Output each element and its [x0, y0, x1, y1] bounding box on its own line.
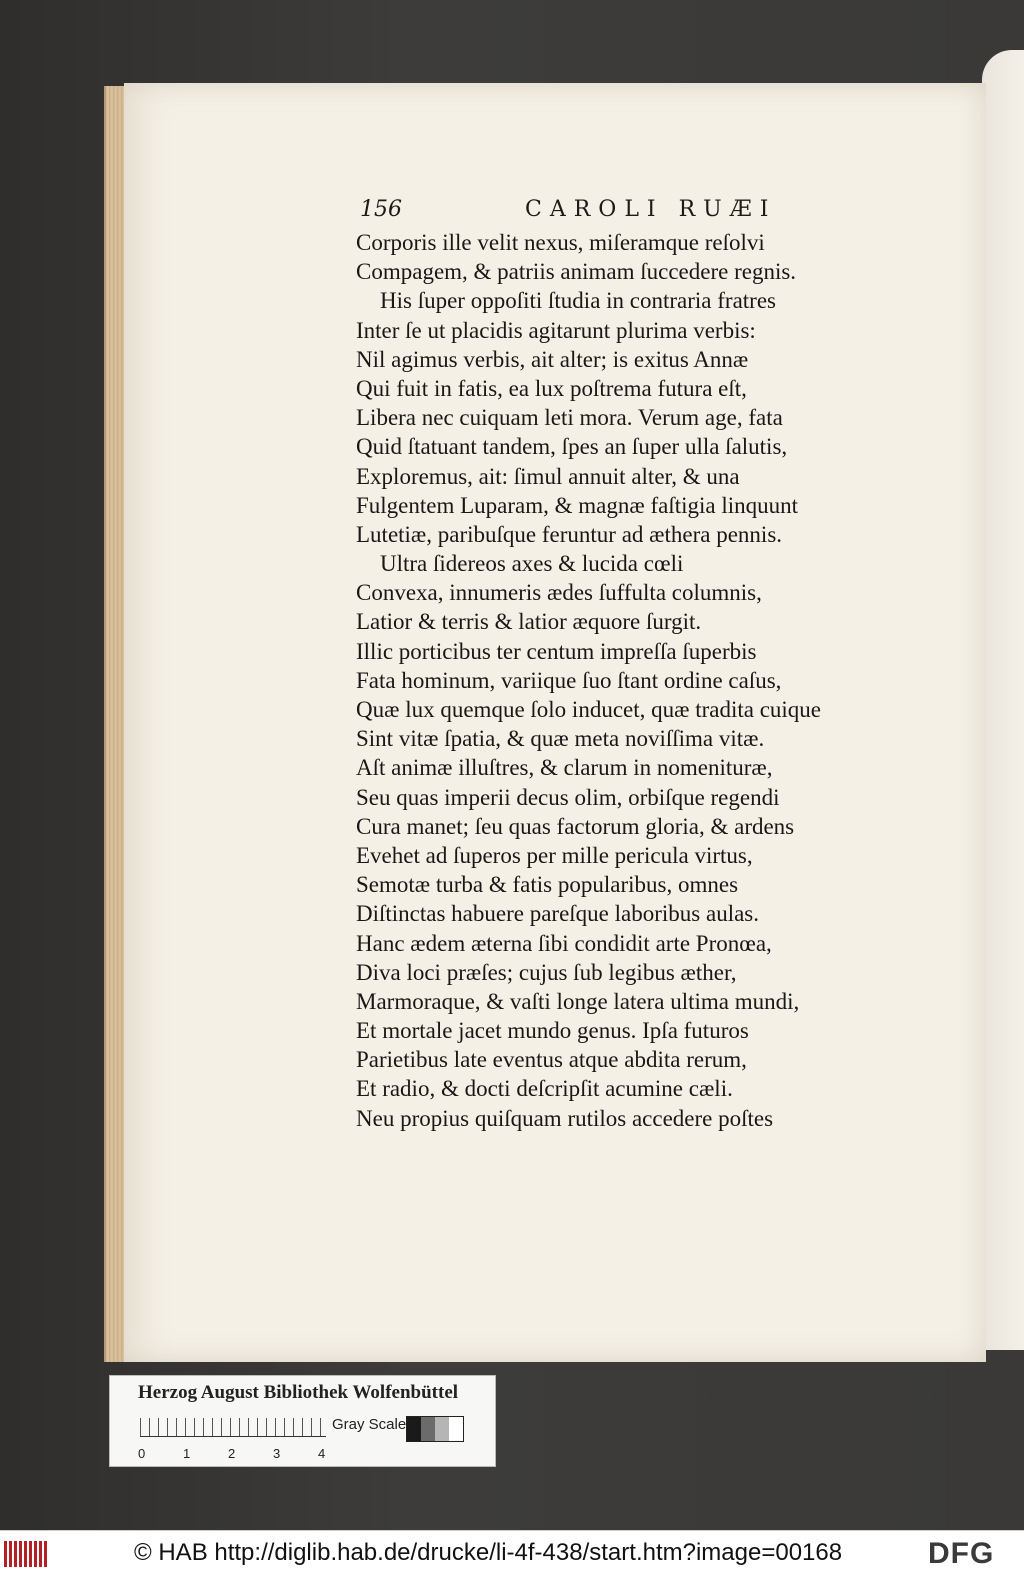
facing-page-edge	[982, 50, 1024, 1350]
poem-line: Parietibus late eventus atque abdita rerum,	[356, 1047, 747, 1073]
poem-line: Et radio, & docti deſcripſit acumine cæli.	[356, 1076, 733, 1102]
poem-line: Exploremus, ait: ſimul annuit alter, & una	[356, 463, 740, 489]
grayscale-label: Gray Scale	[332, 1416, 407, 1433]
running-head	[360, 197, 820, 223]
poem-line: Diva loci præſes; cujus ſub legibus æther,	[356, 959, 737, 985]
ruler-number: 2	[228, 1446, 236, 1461]
poem-line: Hanc ædem æterna ſibi condidit arte Pronœa,	[356, 930, 772, 956]
poem-line: Sint vitæ ſpatia, & quæ meta noviſſima vitæ.	[356, 726, 765, 752]
gray-swatch	[421, 1417, 435, 1441]
color-calibration-card	[109, 1375, 496, 1467]
scale-ruler	[140, 1418, 326, 1437]
poem-line: Libera nec cuiquam leti mora. Verum age, fata	[356, 405, 783, 431]
poem-line: Evehet ad ſuperos per mille pericula virtus,	[356, 842, 753, 868]
poem-line: Semotæ turba & fatis popularibus, omnes	[356, 872, 739, 898]
poem-line: Et mortale jacet mundo genus. Ipſa futuros	[356, 1018, 749, 1044]
gray-swatch	[407, 1417, 421, 1441]
poem-line: Neu propius quiſquam rutilos accedere poſtes	[356, 1105, 774, 1131]
running-title: CAROLI RUÆI	[525, 197, 777, 222]
poem-line: Inter ſe ut placidis agitarunt plurima verbis:	[356, 317, 756, 343]
poem-line: Fata hominum, variique ſuo ſtant ordine caſus,	[356, 667, 782, 693]
poem-line: Diſtinctas habuere pareſque laboribus aulas.	[356, 901, 759, 927]
page-number: 156	[360, 197, 402, 222]
ruler-number: 3	[273, 1446, 281, 1461]
poem-line: Quæ lux quemque ſolo inducet, quæ tradita cuique	[356, 697, 822, 722]
poem-text	[356, 228, 916, 1133]
footer-bar	[0, 1530, 1024, 1578]
poem-line: Marmoraque, & vaſti longe latera ultima mundi,	[356, 988, 800, 1014]
poem-line: Compagem, & patriis animam ſuccedere regnis.	[356, 259, 797, 285]
poem-line: Convexa, innumeris ædes ſuffulta columnis,	[356, 580, 762, 606]
ruler-numbers	[138, 1446, 338, 1462]
poem-line: Fulgentem Luparam, & magnæ faſtigia linquunt	[356, 492, 799, 518]
library-name: Herzog August Bibliothek Wolfenbüttel	[138, 1382, 459, 1403]
poem-line: Aſt animæ illuſtres, & clarum in nomenituræ,	[356, 755, 773, 781]
gray-swatch	[435, 1417, 449, 1441]
poem-line: Nil agimus verbis, ait alter; is exitus Annæ	[356, 346, 749, 372]
barcode-icon	[4, 1541, 48, 1567]
footer-credit[interactable]: © HAB http://diglib.hab.de/drucke/li-4f-438/start.htm?image=00168	[134, 1539, 843, 1566]
poem-line: Lutetiæ, paribuſque feruntur ad æthera pennis.	[356, 521, 783, 547]
poem-line: Cura manet; ſeu quas factorum gloria, & ardens	[356, 813, 795, 839]
poem-line: His ſuper oppoſiti ſtudia in contraria fratres	[380, 288, 776, 314]
ruler-number: 1	[183, 1446, 191, 1461]
poem-line: Seu quas imperii decus olim, orbiſque regendi	[356, 784, 780, 810]
ruler-number: 4	[318, 1446, 326, 1461]
poem-line: Qui fuit in fatis, ea lux poſtrema futura eſt,	[356, 375, 747, 401]
poem-line: Quid ſtatuant tandem, ſpes an ſuper ulla ſalutis,	[356, 434, 788, 460]
poem-line: Corporis ille velit nexus, miſeramque reſolvi	[356, 230, 765, 255]
ruler-number: 0	[138, 1446, 146, 1461]
grayscale-swatches	[406, 1416, 464, 1442]
gray-swatch	[449, 1417, 463, 1441]
poem-line: Latior & terris & latior æquore ſurgit.	[356, 609, 702, 635]
poem-line: Ultra ſidereos axes & lucida cœli	[380, 551, 684, 577]
poem-line: Illic porticibus ter centum impreſſa ſuperbis	[356, 638, 757, 664]
dfg-logo: DFG	[928, 1537, 995, 1570]
